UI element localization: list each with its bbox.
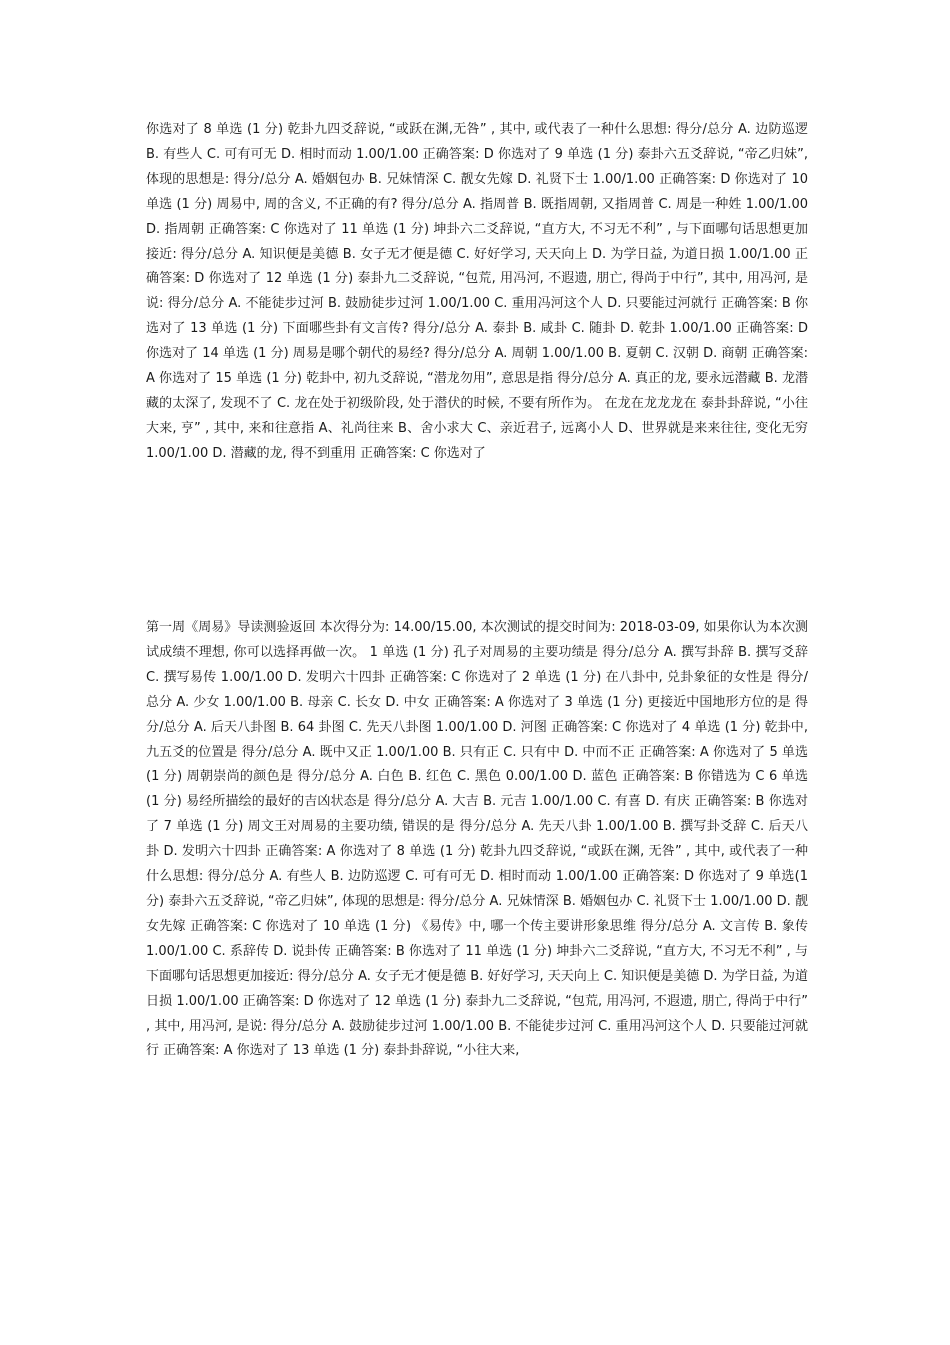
quiz-text-paragraph-2: 第一周《周易》导读测验返回 本次得分为: 14.00/15.00, 本次测试的提交时间为: 2018-03-09, 如果你认为本次测试成绩不理想, 你可以选择再做一次。 1 单选 (1 分) 孔子对周易的主要功绩是 得分/总分 A. 撰写卦辞 B. 撰写爻辞 C. 撰写易传 1.00/1.00 D. 发明六十四卦 正确答案: C 你选对了 2 单选 (1 分) 在八卦中, 兑卦象征的女性是 得分/总分 A. 少女 1.00/1.00 B. 母亲 C. 长女 D. 中女 正确答案: A 你选对了 3 单选 (1 分) 更接近中国地形方位的是 得分/总分 A. 后天八卦图 B. 64 卦图 C. 先天八卦图 1.00/1.00 D. 河图 正确答案: C 你选对了 4 单选 (1 分) 乾卦中, 九五爻的位置是 得分/总分 A. 既中又正 1.00/1.00 B. 只有正 C. 只有中 D. 中而不正 正确答案: A 你选对了 5 单选 (1 分) 周朝崇尚的颜色是 得分/总分 A. 白色 B. 红色 C. 黑色 0.00/1.00 D. 蓝色 正确答案: B 你错选为 C 6 单选 (1 分) 易经所描绘的最好的吉凶状态是 得分/总分 A. 大吉 B. 元吉 1.00/1.00 C. 有喜 D. 有庆 正确答案: B 你选对了 7 单选 (1 分) 周文王对周易的主要功绩, 错误的是 得分/总分 A. 先天八卦 1.00/1.00 B. 撰写卦爻辞 C. 后天八卦 D. 发明六十四卦 正确答案: A 你选对了 8 单选 (1 分) 乾卦九四爻辞说, “或跃在渊, 无咎” , 其中, 或代表了一种什么思想: 得分/总分 A. 有些人 B. 边防巡逻 C. 可有可无 D. 相时而动 1.00/1.00 正确答案: D 你选对了 9 单选(1 分) 泰卦六五爻辞说, “帝乙归妹”, 体现的思想是: 得分/总分 A. 兄妹情深 B. 婚姻包办 C. 礼贤下士 1.00/1.00 D. 靓女先嫁 正确答案: C 你选对了 10 单选 (1 分) 《易传》中, 哪一个传主要讲形象思维 得分/总分 A. 文言传 B. 象传 1.00/1.00 C. 系辞传 D. 说卦传 正确答案: B 你选对了 11 单选 (1 分) 坤卦六二爻辞说, “直方大, 不习无不利” , 与下面哪句话思想更加接近: 得分/总分 A. 女子无才便是德 B. 好好学习, 天天向上 C. 知识便是美德 D. 为学日益, 为道日损 1.00/1.00 正确答案: D 你选对了 12 单选 (1 分) 泰卦九二爻辞说, “包荒, 用冯河, 不遐遗, 朋亡, 得尚于中行” , 其中, 用冯河, 是说: 得分/总分 A. 鼓励徒步过河 1.00/1.00 B. 不能徒步过河 C. 重用冯河这个人 D. 只要能过河就行 正确答案: A 你选对了 13 单选 (1 分) 泰卦卦辞说, “小往大来, [146,620,808,1059]
quiz-text-paragraph-1: 你选对了 8 单选 (1 分) 乾卦九四爻辞说, “或跃在渊,无咎” , 其中, 或代表了一种什么思想: 得分/总分 A. 边防巡逻 B. 有些人 C. 可有可无 D. 相时而动 1.00/1.00 正确答案: D 你选对了 9 单选 (1 分) 泰卦六五爻辞说, “帝乙归妹”,体现的思想是: 得分/总分 A. 婚姻包办 B. 兄妹情深 C. 靓女先嫁 D. 礼贤下士 1.00/1.00 正确答案: D 你选对了 10 单选 (1 分) 周易中, 周的含义, 不正确的有? 得分/总分 A. 指周普 B. 既指周朝, 又指周普 C. 周是一种姓 1.00/1.00 D. 指周朝 正确答案: C 你选对了 11 单选 (1 分) 坤卦六二爻辞说, “直方大, 不习无不利” , 与下面哪句话思想更加接近: 得分/总分 A. 知识便是美德 B. 女子无才便是德 C. 好好学习, 天天向上 D. 为学日益, 为道日损 1.00/1.00 正确答案: D 你选对了 12 单选 (1 分) 泰卦九二爻辞说, “包荒, 用冯河, 不遐遗, 朋亡, 得尚于中行”, 其中, 用冯河, 是说: 得分/总分 A. 不能徒步过河 B. 鼓励徒步过河 1.00/1.00 C. 重用冯河这个人 D. 只要能过河就行 正确答案: B 你选对了 13 单选 (1 分) 下面哪些卦有文言传? 得分/总分 A. 泰卦 B. 咸卦 C. 随卦 D. 乾卦 1.00/1.00 正确答案: D 你选对了 14 单选 (1 分) 周易是哪个朝代的易经? 得分/总分 A. 周朝 1.00/1.00 B. 夏朝 C. 汉朝 D. 商朝 正确答案: A 你选对了 15 单选 (1 分) 乾卦中, 初九爻辞说, “潜龙勿用”, 意思是指 得分/总分 A. 真正的龙, 要永远潜藏 B. 龙潜藏的太深了, 发现不了 C. 龙在处于初级阶段, 处于潜伏的时候, 不要有所作为。 在龙在龙龙龙在 泰卦卦辞说, “小往大来, 亨” , 其中, 来和往意指 A、礼尚往来 B、舍小求大 C、亲近君子, 远离小人 D、世界就是来来往往, 变化无穷 1.00/1.00 D. 潜藏的龙, 得不到重用 正确答案: C 你选对了 [146,122,808,461]
